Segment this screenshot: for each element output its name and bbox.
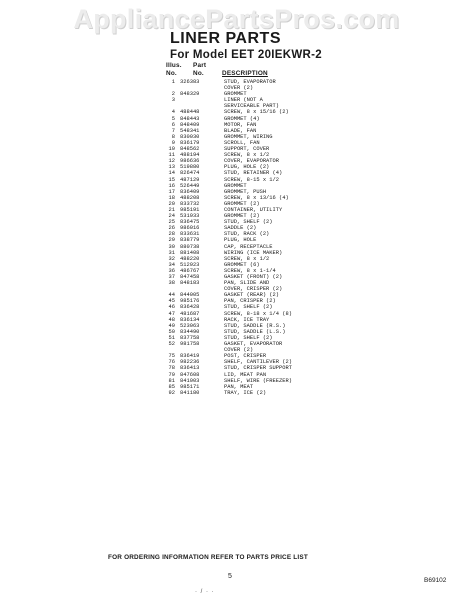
illus-number: 25 [168, 219, 175, 226]
illus-number: 4 [171, 109, 175, 116]
illus-number: 44 [168, 292, 175, 299]
illus-number: 11 [168, 152, 175, 159]
illus-number: 48 [168, 316, 175, 323]
illus-number: 26 [168, 225, 175, 232]
header-part: Part [193, 62, 207, 69]
part-description: STUD, EVAPORATOR [224, 79, 276, 85]
model-line: For Model EET 20IEKWR-2 [170, 49, 322, 61]
illus-number: 21 [168, 206, 175, 213]
part-description: STUD, SADDLE (R.S.) [224, 322, 286, 329]
part-description: SCREW, 8-18 x 1/4 (8) [224, 310, 292, 317]
part-number: 512923 [180, 261, 200, 268]
part-description: GASKET (REAR) (2) [224, 292, 279, 299]
illus-number: 85 [168, 383, 175, 390]
illus-number: 5 [171, 115, 175, 122]
part-number: 837758 [180, 334, 200, 341]
part-description: GROMMET (2) [224, 200, 260, 207]
illus-number: 13 [168, 164, 175, 171]
part-number: 326383 [180, 79, 200, 85]
illus-number: 31 [168, 249, 175, 256]
illus-number: 47 [168, 310, 175, 317]
part-description: GASKET (FRONT) (2) [224, 274, 283, 280]
part-description: GROMMET (6) [224, 261, 260, 268]
illus-number: 92 [168, 389, 175, 396]
header-illus-no: No. [166, 70, 177, 77]
part-description: SCREW, 8 x 1-1/4 [224, 267, 276, 274]
illus-number: 6 [171, 121, 175, 128]
page-title: LINER PARTS [170, 30, 281, 47]
part-number: 986016 [180, 225, 200, 232]
part-description: GROMMET (2) [224, 213, 260, 220]
illus-number: 76 [168, 359, 175, 366]
part-number: 836179 [180, 139, 200, 146]
header-part-no: No. [193, 70, 204, 77]
illus-number: 37 [168, 274, 175, 280]
part-description: BLADE, FAN [224, 127, 257, 134]
illus-number: 14 [168, 170, 175, 177]
part-description: SCREW, 8-15 x 1/2 [224, 176, 279, 183]
part-description: GROMMET [224, 182, 247, 189]
part-number: 881408 [180, 249, 200, 256]
part-number: 833631 [180, 231, 200, 238]
part-number: 488220 [180, 255, 200, 262]
part-description: SCROLL, FAN [224, 139, 260, 146]
part-number: 838779 [180, 237, 200, 244]
ordering-note: FOR ORDERING INFORMATION REFER TO PARTS PRICE LIST [108, 554, 308, 561]
part-number: 481687 [180, 310, 200, 317]
part-number: 836413 [180, 365, 200, 372]
part-number: 982236 [180, 359, 200, 366]
part-description: WIRING (ICE MAKER) [224, 249, 283, 256]
illus-number: 34 [168, 261, 175, 268]
part-number: 531933 [180, 213, 200, 220]
part-description: SHELF, WIRE (FREEZER) [224, 377, 292, 384]
part-number: 986636 [180, 158, 200, 165]
part-number: 826474 [180, 170, 200, 177]
part-description: SADDLE (2) [224, 225, 257, 232]
illus-number: 24 [168, 213, 175, 220]
part-number: 519880 [180, 164, 200, 171]
illus-number: 49 [168, 322, 175, 329]
part-number: 834490 [180, 328, 200, 335]
illus-number: 52 [168, 341, 175, 348]
part-number: 841003 [180, 377, 200, 384]
part-description: PLUG, HOLE [224, 237, 257, 244]
part-number: 487129 [180, 176, 200, 183]
part-description: COVER, CRISPER (2) [224, 286, 283, 293]
illus-number: 81 [168, 377, 175, 384]
document-code: B69102 [424, 577, 447, 584]
handwritten-mark: · / · · [195, 589, 215, 595]
part-number: 836409 [180, 188, 200, 195]
illus-number: 20 [168, 200, 175, 207]
part-description: PAN, SLIDE AND [224, 280, 270, 287]
part-description: GROMMET, PUSH [224, 188, 267, 195]
part-number: 836134 [180, 316, 200, 323]
header-description: DESCRIPTION [222, 70, 268, 77]
illus-number: 8 [171, 133, 175, 140]
illus-number: 79 [168, 371, 175, 378]
parts-list [161, 79, 361, 396]
part-number: 833732 [180, 200, 200, 207]
illus-number: 7 [171, 127, 175, 134]
part-description: GROMMET (4) [224, 115, 260, 122]
illus-number: 51 [168, 334, 175, 341]
illus-number: 30 [168, 243, 175, 250]
part-description: SCREW, 8 x 1/2 [224, 152, 270, 159]
illus-number: 18 [168, 194, 175, 201]
part-description: LID, MEAT PAN [224, 371, 267, 378]
header-illus: Illus. [166, 62, 182, 69]
illus-number: 45 [168, 298, 175, 305]
part-description: GROMMET, WIRING [224, 133, 273, 140]
illus-number: 16 [168, 182, 175, 189]
watermark-logo: AppliancePartsPros.com [73, 4, 400, 34]
illus-number: 10 [168, 146, 175, 153]
illus-number: 3 [171, 97, 175, 104]
illus-number: 38 [168, 280, 175, 287]
illus-number: 32 [168, 255, 175, 262]
part-description: SERVICEABLE PART) [224, 103, 279, 110]
illus-number: 2 [171, 91, 175, 98]
part-number: 985176 [180, 298, 200, 305]
part-description: GASKET, EVAPORATOR [224, 341, 283, 348]
part-description: STUD, SADDLE (L.S.) [224, 328, 286, 335]
page-number: 5 [228, 573, 232, 580]
part-number: 844005 [180, 292, 200, 299]
part-number: 847458 [180, 274, 200, 280]
part-number: 548341 [180, 127, 200, 134]
part-description: SCREW, 8 x 13/16 (4) [224, 194, 289, 201]
part-description: COVER (2) [224, 347, 254, 354]
part-number: 841180 [180, 389, 200, 396]
illus-number: 29 [168, 237, 175, 244]
part-description: STUD, SHELF (2) [224, 219, 273, 226]
illus-number: 28 [168, 231, 175, 238]
illus-number: 9 [171, 139, 175, 146]
part-description: TRAY, ICE (2) [224, 389, 267, 396]
part-number: 836475 [180, 219, 200, 226]
part-number: 985171 [180, 383, 200, 390]
illus-number: 1 [171, 79, 175, 85]
part-description: COVER, EVAPORATOR [224, 158, 279, 165]
part-number: 981758 [180, 341, 200, 348]
part-description: CONTAINER, UTILITY [224, 206, 283, 213]
part-description: CAP, RECEPTACLE [224, 243, 273, 250]
part-number: 848183 [180, 280, 200, 287]
illus-number: 50 [168, 328, 175, 335]
part-number: 985191 [180, 206, 200, 213]
part-number: 526449 [180, 182, 200, 189]
part-number: 848562 [180, 146, 200, 153]
part-description: STUD, RACK (2) [224, 231, 270, 238]
part-number: 836428 [180, 304, 200, 311]
part-number: 486767 [180, 267, 200, 274]
part-number: 488194 [180, 152, 200, 159]
part-description: PAN, MEAT [224, 383, 254, 390]
part-number: 848443 [180, 115, 200, 122]
part-description: STUD, RETAINER (4) [224, 170, 283, 177]
part-number: 836419 [180, 353, 200, 360]
part-description: POST, CRISPER [224, 353, 267, 360]
part-description: STUD, SHELF (2) [224, 304, 273, 311]
table-row [161, 390, 361, 396]
part-number: 847608 [180, 371, 200, 378]
part-number: 848329 [180, 91, 200, 98]
part-description: MOTOR, FAN [224, 121, 257, 128]
illus-number: 17 [168, 188, 175, 195]
illus-number: 12 [168, 158, 175, 165]
part-number: 880738 [180, 243, 200, 250]
illus-number: 15 [168, 176, 175, 183]
part-description: LINER (NOT A [224, 97, 263, 104]
part-description: STUD, CRISPER SUPPORT [224, 365, 292, 372]
part-number: 488208 [180, 194, 200, 201]
illus-number: 75 [168, 353, 175, 360]
part-description: PLUG, HOLE (2) [224, 164, 270, 171]
part-description: GROMMET [224, 91, 247, 98]
part-number: 830030 [180, 133, 200, 140]
part-description: SCREW, 8 x 15/16 (2) [224, 109, 289, 116]
part-description: COVER (2) [224, 85, 254, 92]
part-description: STUD, SHELF (2) [224, 334, 273, 341]
illus-number: 36 [168, 267, 175, 274]
illus-number: 46 [168, 304, 175, 311]
part-description: SHELF, CANTILEVER (2) [224, 359, 292, 366]
part-description: SUPPORT, COVER [224, 146, 270, 153]
part-description: RACK, ICE TRAY [224, 316, 270, 323]
illus-number: 78 [168, 365, 175, 372]
part-number: 488448 [180, 109, 200, 116]
part-number: 848409 [180, 121, 200, 128]
part-description: PAN, CRISPER (2) [224, 298, 276, 305]
part-number: 523063 [180, 322, 200, 329]
part-description: SCREW, 8 x 1/2 [224, 255, 270, 262]
